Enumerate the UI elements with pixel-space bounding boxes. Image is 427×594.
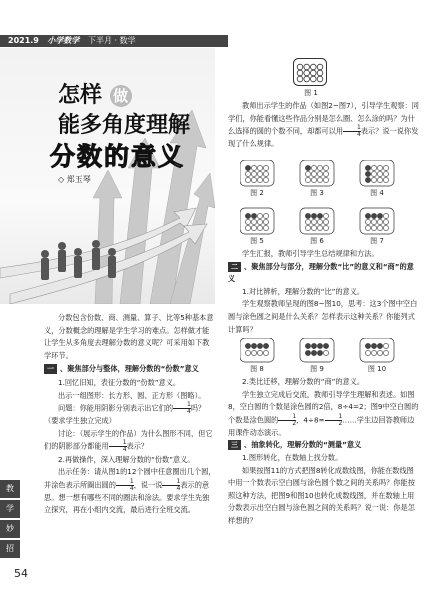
figure-3-caption: 图 3: [310, 189, 324, 197]
fraction-quarter: [162, 479, 180, 492]
fraction-denominator: 4: [173, 408, 191, 415]
side-tab-2: 学: [0, 500, 20, 518]
fraction-numerator: 1: [357, 124, 361, 132]
figure-10-caption: 图 10: [367, 365, 387, 373]
figure-6-caption: 图 6: [310, 237, 324, 245]
figure-9-caption: 图 9: [310, 365, 324, 373]
fraction-half: [278, 414, 296, 427]
title-badge: 做: [110, 85, 132, 107]
header-edition: 下半月 · 数学: [87, 36, 136, 45]
paragraph-3-text-b: 吗？: [190, 403, 206, 413]
title-line1-text: 怎样: [58, 83, 103, 108]
figure-7-caption: 图 7: [370, 237, 384, 245]
title-line1: [58, 78, 132, 109]
right-column-bottom: [228, 376, 420, 528]
fraction-denominator: 4: [109, 446, 127, 453]
paragraph-5-text-b: 表示？: [126, 441, 149, 451]
section1-heading: [44, 363, 216, 376]
paragraph-1: 1.回忆旧知，表征分数的“份数”意义。: [58, 377, 181, 387]
right-paragraph-1-text-a: 教师出示学生的作品（如图2~图7），引导学生观察：同学们，你能看懂这些作品分别是怎么圈、怎么涂的吗？为什么选择的圆的个数不同，却都可以用: [228, 101, 419, 136]
right-paragraph-6: [228, 389, 420, 440]
right-paragraph-8: 如果按图11的方式把图8转化成数线图，你能在数线图中用一个数表示空白圆与涂色圆个数之间的关系吗？你能按照这种方法，把图9和图10也转化成数线图，并在数轴上用分数表示出空白圆与涂色圆之间的关系吗？说一说：你是怎样想的？: [228, 465, 415, 526]
fraction-denominator: 4: [343, 131, 361, 138]
paragraph-7-text-b: ，说一说: [133, 480, 163, 490]
right-paragraph-1: [228, 100, 420, 151]
section2-title: 、聚焦部分与部分，理解分数“比”的意义和“商”的意义: [228, 261, 414, 284]
fraction-denominator: 2: [325, 420, 343, 427]
fraction-numerator: 1: [122, 439, 127, 447]
right-paragraph-1-text-b: 表示？说一说你发现了什么规律。: [228, 126, 419, 149]
fraction-denominator: 4: [162, 485, 180, 492]
right-column-top: [228, 100, 420, 151]
header-date: 2021.9: [8, 36, 39, 45]
page-number: 54: [14, 567, 28, 580]
fraction-numerator: 1: [187, 401, 191, 409]
fraction-quarter: [116, 479, 134, 492]
fraction-quarter: [173, 402, 191, 415]
paragraph-5: [44, 428, 216, 454]
header-text: [8, 35, 136, 47]
fraction-quarter: [109, 440, 127, 453]
paragraph-4: （要求学生独立完成）: [44, 416, 116, 426]
section3-number: 三: [228, 440, 241, 450]
intro-paragraph: 分数包含份数、商、测量、算子、比等5种基本意义，分数概念的理解是学生学习的难点。怎样做才能让学生从多角度去理解分数的意义呢？可采用如下教学环节。: [44, 313, 214, 360]
paragraph-3-text-a: 问题：你能用阴影分别表示出它们的: [58, 403, 174, 413]
right-paragraph-7: 1.图形转化，在数轴上找分数。: [242, 453, 343, 463]
fraction-numerator: 1: [338, 412, 343, 420]
section2-heading: [228, 261, 420, 286]
paragraph-6: 2.再做操作，深入理解分数的“份数”意义。: [58, 454, 195, 464]
fraction-numerator: 1: [292, 412, 297, 420]
fraction-quarter: [343, 125, 361, 138]
title-line3: 分数的意义: [50, 142, 186, 171]
figure-8-caption: 图 8: [250, 365, 264, 373]
section3-title: 、抽象转化，理解分数的“测量”意义: [244, 440, 362, 450]
paragraph-5-text-a: 讨论：（展示学生的作品）为什么图形不同，但它们的阴影部分都能用: [44, 428, 213, 451]
figure-2-caption: 图 2: [250, 189, 264, 197]
section3-heading: [228, 439, 420, 452]
header-magazine: 小学数学: [47, 36, 80, 45]
right-paragraph-6-text-b: ，4÷8=: [296, 415, 325, 425]
section1-title: 、聚焦部分与整体，理解分数的“份数”意义: [60, 364, 199, 374]
right-paragraph-2: 学生汇报，教师引导学生总结规律和方法。: [242, 249, 379, 258]
fraction-numerator: 1: [176, 477, 181, 485]
right-paragraph-3: 1.对比辨析，理解分数的“比”的意义。: [242, 286, 365, 296]
right-paragraph-6-text-c: ……学生边回答教师边用课件动态演示。: [228, 415, 415, 437]
paragraph-7-text-a: 出示任务：请从图1的12个圆中任意圈出几个圆，并涂色表示所圈出圆的: [44, 467, 216, 490]
paragraph-2: 出示一组图形：长方形、圆、正方形（图略）。: [58, 390, 206, 400]
fraction-half: [325, 414, 343, 427]
paragraph-7: [44, 466, 216, 517]
section1-number: 一: [44, 364, 57, 374]
paragraph-7-text-c: 表示的意思。想一想有哪些不同的圈法和涂法。要求学生先独立探究，再在小组内交流，最后进行全班交流。: [44, 480, 210, 515]
figure-5-caption: 图 5: [250, 237, 264, 245]
left-column: [44, 312, 216, 517]
right-paragraph-6-text-a: 学生独立完成后交流，教师引导学生理解和表述。如图8，空白圆的个数是涂色圆的2倍，8÷4=2；图9中空白圆的个数是涂色圆的: [228, 389, 419, 425]
figure-4-caption: 图 4: [370, 189, 384, 197]
side-tab-4: 招: [0, 540, 20, 558]
figure-1-caption: 图 1: [304, 89, 318, 97]
fraction-denominator: 2: [278, 420, 296, 427]
side-tab-3: 妙: [0, 520, 20, 538]
section2-number: 二: [228, 262, 241, 272]
fraction-denominator: 4: [116, 485, 134, 492]
right-paragraph-5: 2.类比迁移，理解分数的“商”的意义。: [242, 377, 365, 386]
author: ◇ 郑玉琴: [58, 175, 91, 184]
paragraph-3: [44, 402, 216, 415]
right-paragraph-4: 学生观察教师呈现的图8~图10，思考：这3个图中空白圆与涂色圆之间是什么关系？怎样表示这种关系？你能列式计算吗？: [228, 299, 418, 334]
side-tab-1: 教: [0, 480, 20, 498]
figure-1: [293, 58, 327, 86]
right-column-mid: [228, 248, 420, 336]
fraction-numerator: 1: [129, 477, 134, 485]
title-line2: 能多角度理解: [58, 113, 191, 138]
figure-1-circles: [293, 58, 327, 86]
